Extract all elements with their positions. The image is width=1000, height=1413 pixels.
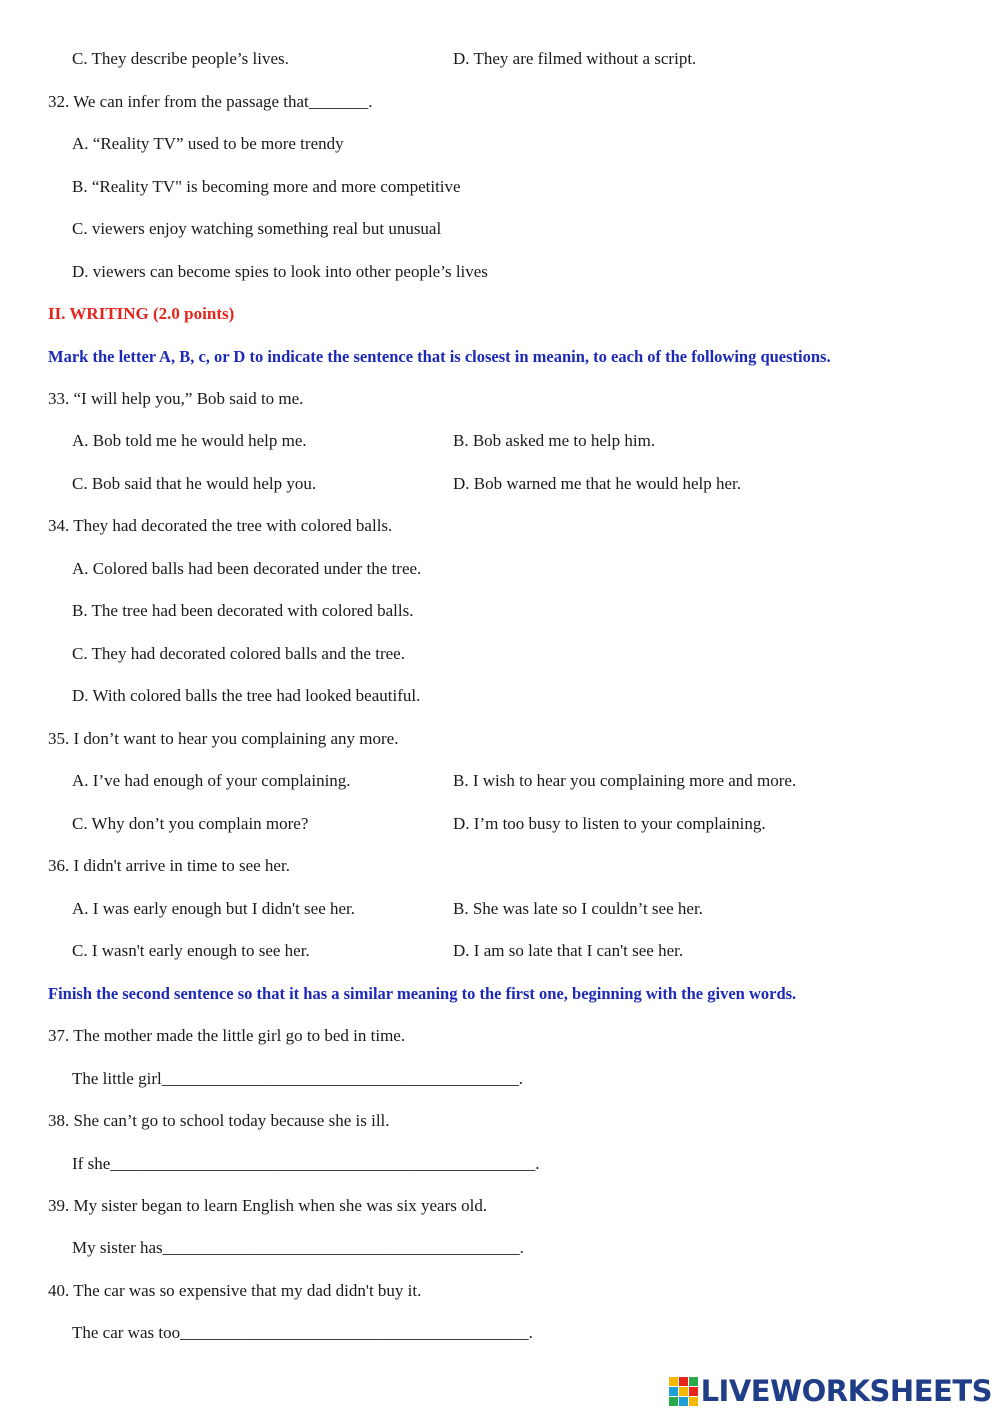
q34-option-d[interactable]: D. With colored balls the tree had looked beautiful. bbox=[72, 686, 421, 705]
instruction-multiple-choice: Mark the letter A, B, c, or D to indicate the sentence that is closest in meanin, to each of the following questions. bbox=[48, 347, 831, 366]
q34-question: 34. They had decorated the tree with colored balls. bbox=[48, 516, 393, 535]
q35-option-d[interactable]: D. I’m too busy to listen to your complaining. bbox=[453, 814, 766, 833]
q32-option-b[interactable]: B. “Reality TV" is becoming more and more competitive bbox=[72, 177, 461, 196]
writing-section-heading: II. WRITING (2.0 points) bbox=[48, 304, 235, 323]
q31-option-c[interactable]: C. They describe people’s lives. bbox=[72, 49, 289, 68]
q32-option-a[interactable]: A. “Reality TV” used to be more trendy bbox=[72, 134, 344, 153]
q39-answer-field[interactable]: My sister has__________________________________________. bbox=[72, 1238, 524, 1257]
q33-question: 33. “I will help you,” Bob said to me. bbox=[48, 389, 304, 408]
q40-question: 40. The car was so expensive that my dad didn't buy it. bbox=[48, 1281, 422, 1300]
q33-option-c[interactable]: C. Bob said that he would help you. bbox=[72, 474, 317, 493]
q34-option-c[interactable]: C. They had decorated colored balls and the tree. bbox=[72, 644, 405, 663]
q33-option-d[interactable]: D. Bob warned me that he would help her. bbox=[453, 474, 741, 493]
q35-question: 35. I don’t want to hear you complaining any more. bbox=[48, 729, 399, 748]
q32-question: 32. We can infer from the passage that_______. bbox=[48, 92, 373, 111]
liveworksheets-logo-icon bbox=[669, 1377, 698, 1406]
instruction-rewrite: Finish the second sentence so that it has a similar meaning to the first one, beginning with the given words. bbox=[48, 984, 797, 1003]
q33-option-b[interactable]: B. Bob asked me to help him. bbox=[453, 431, 656, 450]
q37-question: 37. The mother made the little girl go to bed in time. bbox=[48, 1026, 406, 1045]
liveworksheets-logo[interactable] bbox=[669, 1373, 992, 1409]
q35-option-a[interactable]: A. I’ve had enough of your complaining. bbox=[72, 771, 351, 790]
q32-option-c[interactable]: C. viewers enjoy watching something real but unusual bbox=[72, 219, 442, 238]
q39-question: 39. My sister began to learn English when she was six years old. bbox=[48, 1196, 488, 1215]
q35-option-c[interactable]: C. Why don’t you complain more? bbox=[72, 814, 309, 833]
q38-answer-field[interactable]: If she__________________________________________________. bbox=[72, 1154, 540, 1173]
q32-option-d[interactable]: D. viewers can become spies to look into other people’s lives bbox=[72, 262, 488, 281]
q34-option-a[interactable]: A. Colored balls had been decorated under the tree. bbox=[72, 559, 422, 578]
q35-option-b[interactable]: B. I wish to hear you complaining more and more. bbox=[453, 771, 797, 790]
q36-option-b[interactable]: B. She was late so I couldn’t see her. bbox=[453, 899, 703, 918]
q37-answer-field[interactable]: The little girl__________________________________________. bbox=[72, 1069, 523, 1088]
q34-option-b[interactable]: B. The tree had been decorated with colored balls. bbox=[72, 601, 414, 620]
q36-question: 36. I didn't arrive in time to see her. bbox=[48, 856, 290, 875]
q40-answer-field[interactable]: The car was too_________________________________________. bbox=[72, 1323, 533, 1342]
q31-option-d[interactable]: D. They are filmed without a script. bbox=[453, 49, 697, 68]
q33-option-a[interactable]: A. Bob told me he would help me. bbox=[72, 431, 307, 450]
q36-option-d[interactable]: D. I am so late that I can't see her. bbox=[453, 941, 684, 960]
q38-question: 38. She can’t go to school today because she is ill. bbox=[48, 1111, 390, 1130]
q36-option-a[interactable]: A. I was early enough but I didn't see her. bbox=[72, 899, 356, 918]
q36-option-c[interactable]: C. I wasn't early enough to see her. bbox=[72, 941, 310, 960]
logo-text: LIVEWORKSHEETS bbox=[700, 1374, 992, 1408]
